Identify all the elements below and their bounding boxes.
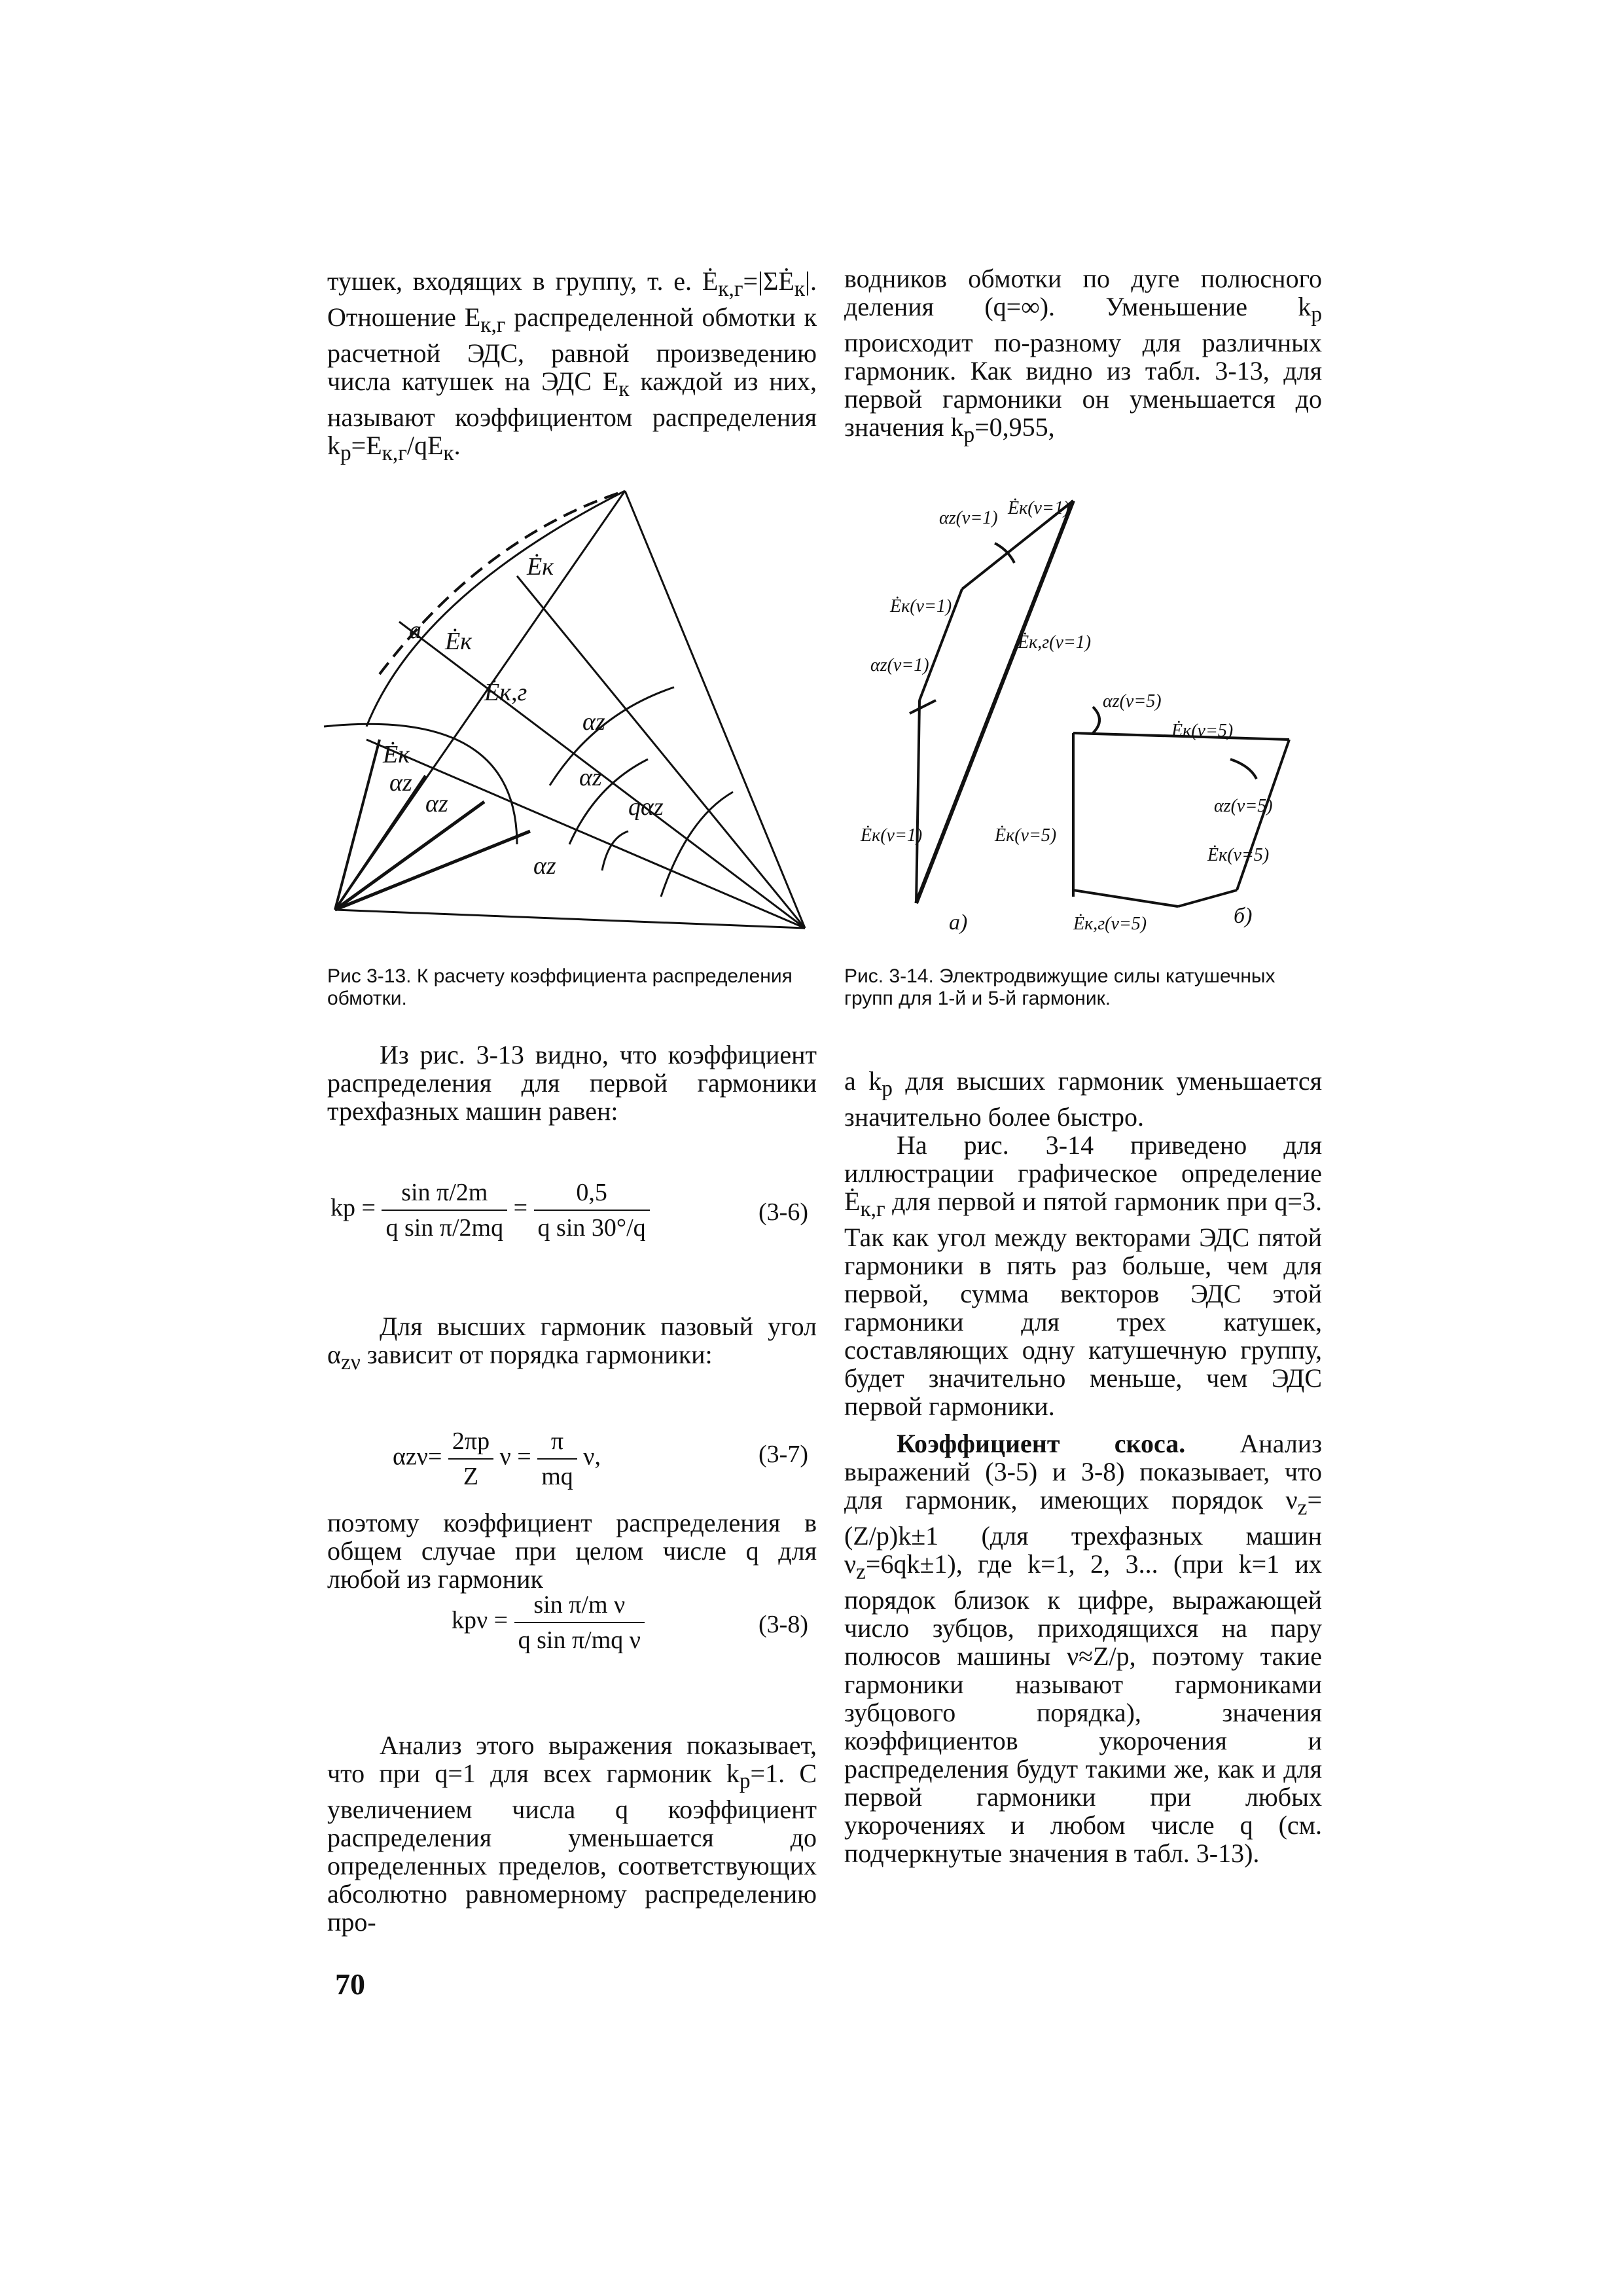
fig14-az-v5-top: αz(ν=5) [1103, 691, 1162, 711]
fig13-label-a: a [409, 617, 421, 644]
fig14-az-v1-low: αz(ν=1) [870, 655, 929, 675]
right-lower-text: а $k_р$ для высших гармоник уменьшается значительно более быстро. На рис. 3-14 приведено для иллюстрации графическое определение $Ė_{к,г}$ для первой и пятой гармоник при q=3. Так как угол между векторами ЭДС пятой гармоники в пять раз больше, чем для первой, сумма векторов ЭДС этой гармоники для трех катушек, составляющих одну катушечную группу, будет значительно меньше, чем ЭДС первой гармоники. Коэффициент скоса. Анализ выражений (3-5) и 3-8) показывает, что для гармоник, имеющих порядок $\nu_z=(Z/p)k\pm 1$ (для трехфазных машин $\nu_z=6qk\pm 1$), где k=1, 2, 3... (при k=1 их порядок близок к цифре, выражающей число зубцов, приходящихся на пару полюсов машины ν≈Z/p, поэтому такие гармоники называют гармониками зубцового порядка), значения коэффициентов укорочения и распределения будут такими же, как и для первой гармоники при любых укорочениях и любом числе q (см. подчеркнутые значения в табл. 3-13). [844, 1066, 1322, 1868]
fig13-caption: Рис 3-13. К расчету коэффициента распределения обмотки. [327, 965, 793, 1009]
fig13-label-az-2: αz [425, 790, 448, 817]
fig13-label-ek-3: Ėк [383, 741, 410, 768]
fig14-caption: Рис. 3-14. Электродвижущие силы катушечных групп для 1-й и 5-й гармоник. [844, 965, 1275, 1009]
fig13-label-az-1: αz [389, 769, 412, 797]
equation-3-6: kр = $\frac{\text{sin π/2m}}{\text{q sin π/2mq}}$ = $\frac{0,5}{\text{q sin 30°/q}}$ (3-6) [330, 1179, 808, 1242]
fig14-ek-v1-mid: Ėк(ν=1) [890, 596, 952, 617]
equation-3-7: αzν= $\frac{2\pi p}{Z}$ ν = $\frac{\pi}{mq}$ ν, (3-7) [393, 1427, 808, 1490]
skew-coefficient-heading: Коэффициент скоса. [897, 1429, 1186, 1458]
left-intro-paragraph: Из рис. 3-13 видно, что коэффициент распределения для первой гармоники трехфазных машин равен: [327, 1040, 817, 1126]
left-higher-paragraph: Для высших гармоник пазовый угол $\alpha_{z\nu}$ зависит от порядка гармоники: [327, 1312, 817, 1374]
fig14-az-v5-right: αz(ν=5) [1214, 796, 1273, 816]
fig14-ekg-v1: Ėк,г(ν=1) [1018, 632, 1092, 653]
left-top-paragraph: тушек, входящих в группу, т. е. $Ė_{к,г}=|\Sigma Ė_к|$. Отношение $E_{к,г}$ распределенной обмотки к расчетной ЭДС, равной произведению числа катушек на ЭДС $E_к$ каждой из них, называют коэффициентом распределения $k_р=E_{к,г}/qE_к$. [327, 266, 817, 465]
fig14-az-v1-top: αz(ν=1) [939, 508, 998, 528]
right-top-paragraph: водников обмотки по дуге полюсного деления (q=∞). Уменьшение $k_р$ происходит по-разному для различных гармоник. Как видно из табл. 3-13, для первой гармоники он уменьшается до значения $k_р=0,955$, [844, 264, 1322, 447]
fig13-label-az-3: αz [582, 708, 605, 736]
fig13-label-az-5: αz [533, 852, 556, 880]
left-therefore-paragraph: поэтому коэффициент распределения в общем случае при целом числе q для любой из гармоник [327, 1508, 817, 1594]
fig14-ekg-v5: Ėк,г(ν=5) [1073, 914, 1147, 934]
page-number: 70 [335, 1967, 365, 2001]
fig13-label-ekg: Ėк,г [484, 679, 527, 706]
equation-3-8: kрν = $\frac{\text{sin π/m ν}}{\text{q sin π/mq ν}}$ (3-8) [452, 1591, 808, 1654]
fig14-ek-v5-left: Ėк(ν=5) [995, 825, 1057, 846]
fig13-label-ek-2: Ėк [445, 628, 472, 655]
fig13-label-ek-1: Ėк [527, 553, 554, 581]
figure-3-13 [321, 478, 831, 949]
fig14-label-b: б) [1234, 904, 1253, 928]
fig14-ek-v5-top: Ėк(ν=5) [1171, 721, 1234, 741]
fig13-label-qaz: qαz [628, 793, 664, 821]
fig13-label-az-4: αz [579, 764, 602, 791]
figure-3-14 [857, 491, 1315, 936]
left-analysis-paragraph: Анализ этого выражения показывает, что при q=1 для всех гармоник $k_р=1$. С увеличением числа q коэффициент распределения уменьшается до определенных пределов, соответствующих абсолютно равномерному распределению про- [327, 1731, 817, 1937]
fig14-label-a: а) [949, 910, 968, 935]
fig14-ek-v1-bot: Ėк(ν=1) [861, 825, 923, 846]
fig14-ek-v5-right: Ėк(ν=5) [1207, 845, 1270, 865]
fig14-ek-v1-top: Ėк(ν=1) [1008, 498, 1070, 518]
